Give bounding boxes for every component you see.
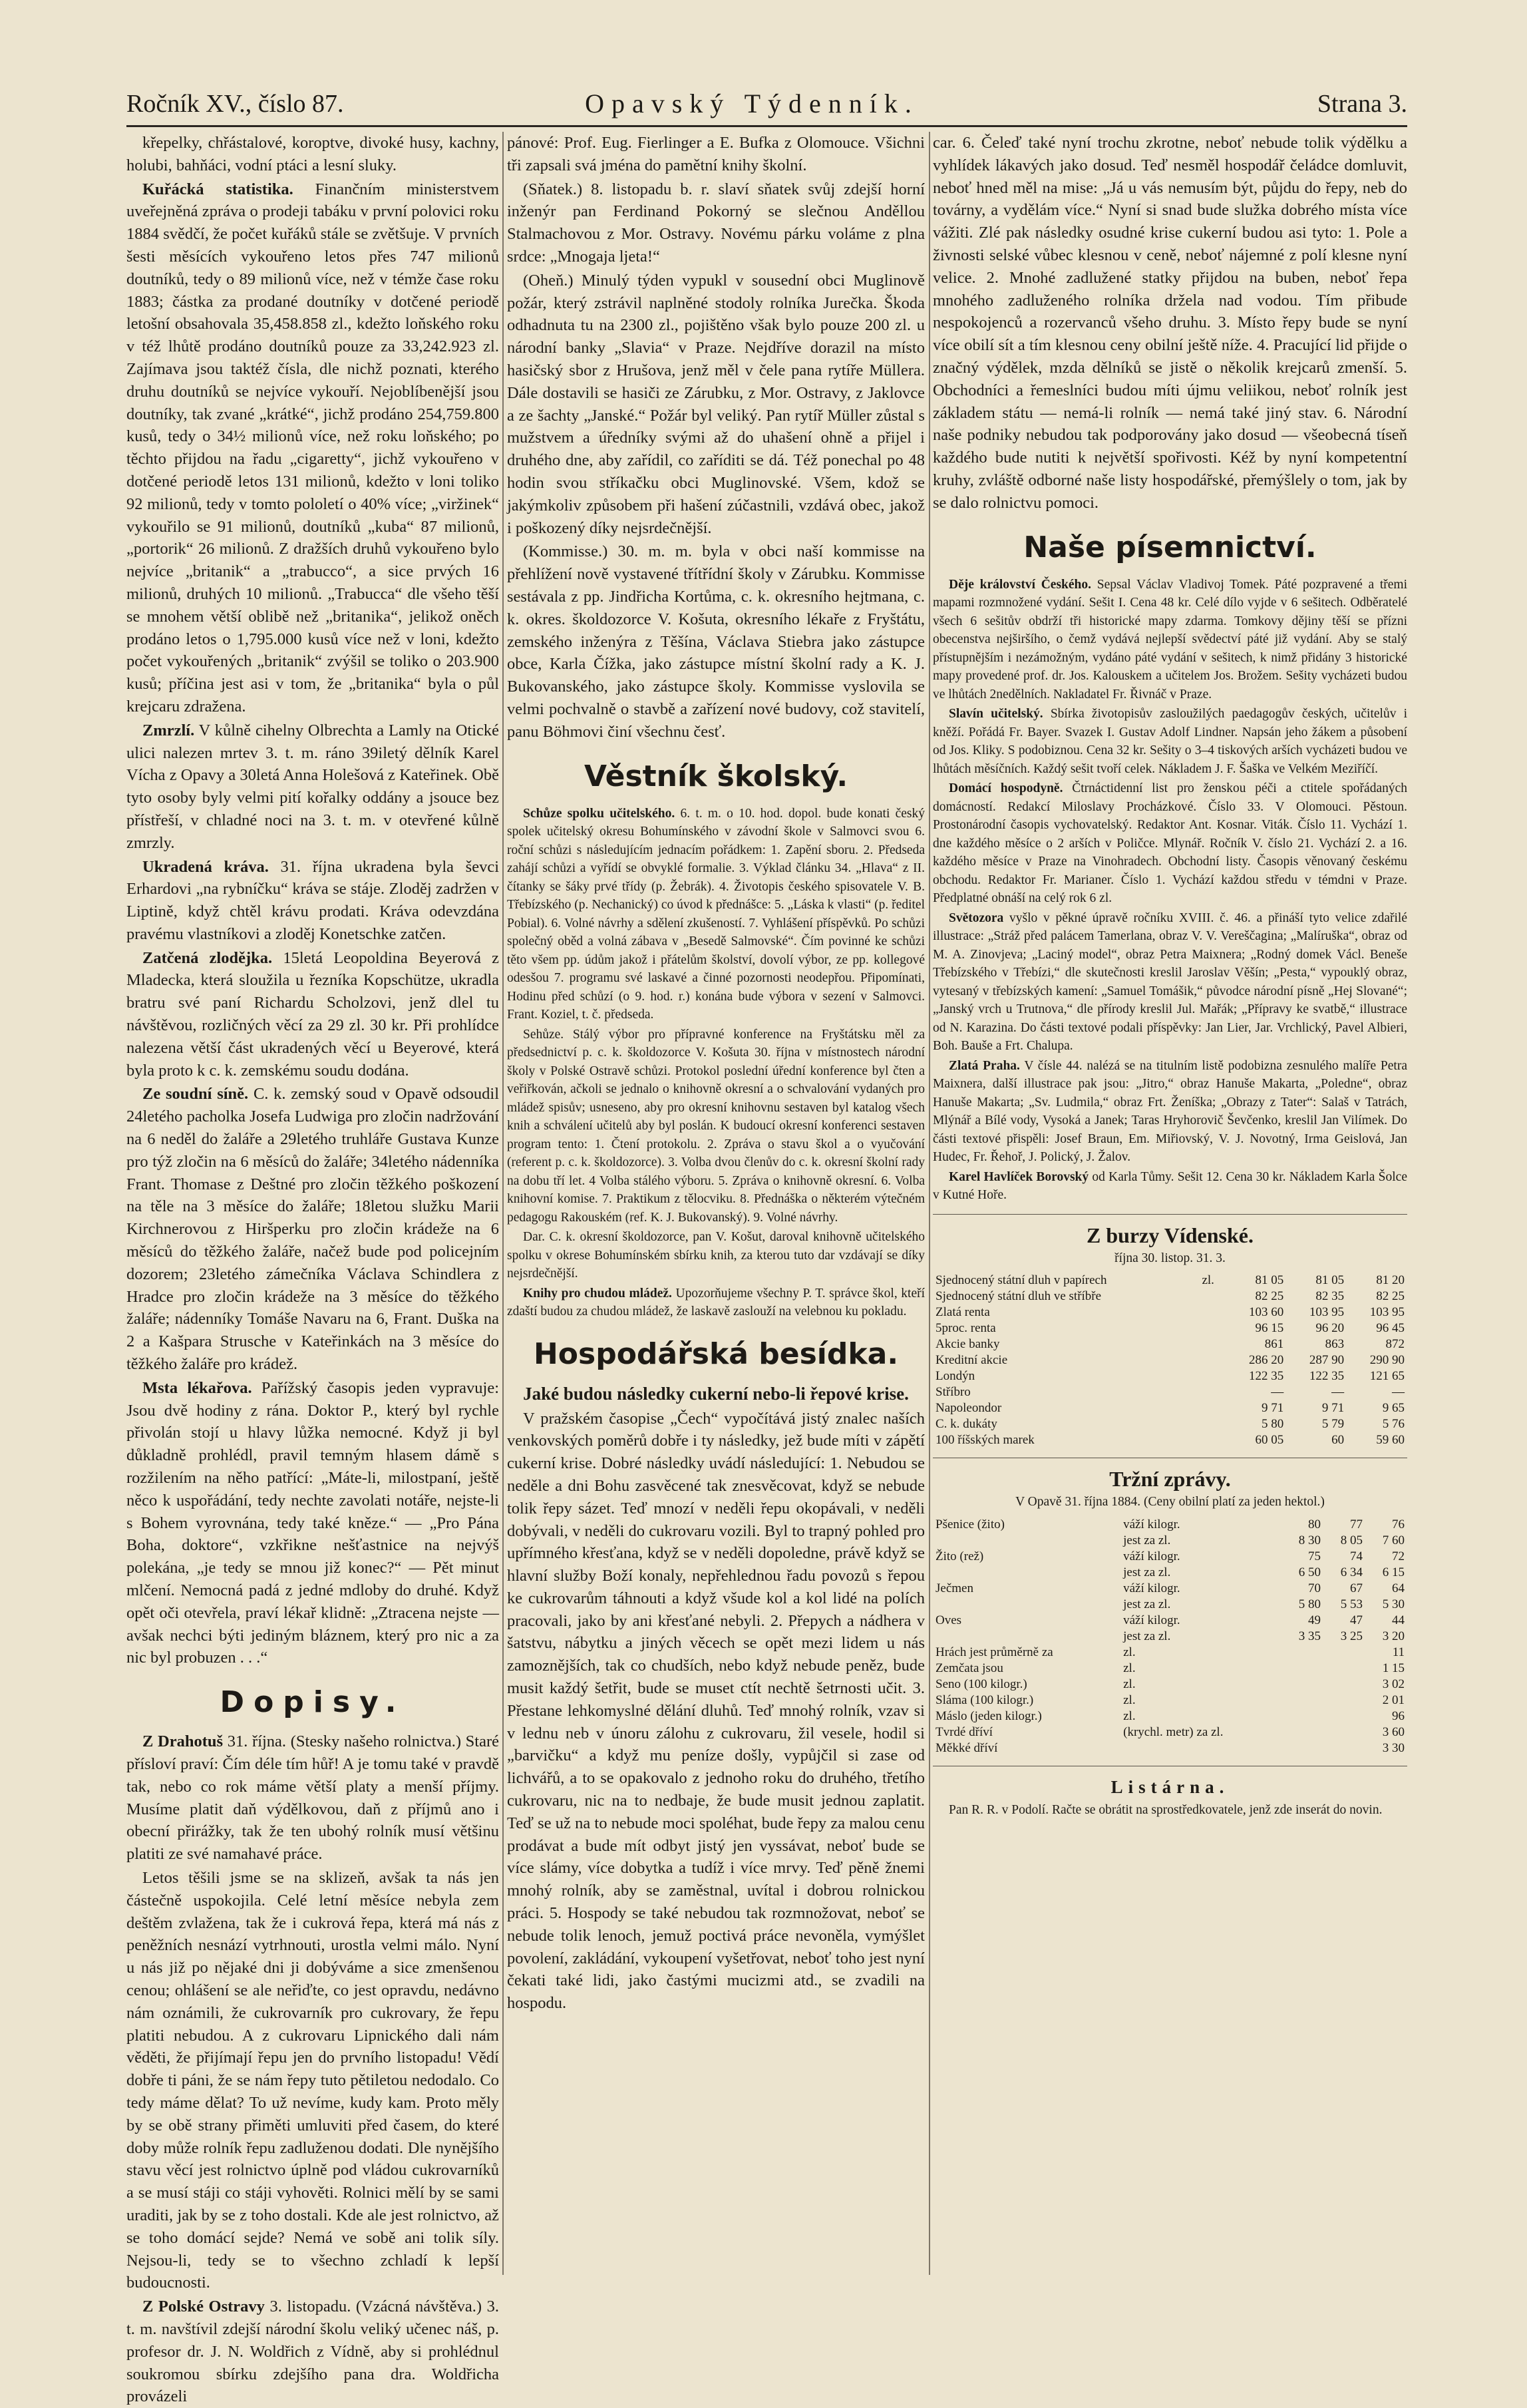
letter-drahotuse: Z Drahotuš 31. října. (Stesky našeho rolnictva.) Staré přísloví praví: Čím déle tím hůř! A je tomu také v pravdě tak, nebo co rok máme větší platy a menší příjmy. Musíme platit daň výdělkovou, daň z příjmů ano i obecní přirážky, tak že ten ubohý rolník musí většinu platiti ze své namahavé práce. bbox=[126, 1732, 500, 1864]
table-row bbox=[933, 1384, 1407, 1400]
table-cell bbox=[1281, 1724, 1323, 1740]
trzni-title: Tržní zprávy. bbox=[1109, 1467, 1231, 1492]
table-cell: 64 bbox=[1392, 1581, 1405, 1595]
table-row bbox=[933, 1581, 1407, 1597]
section-title-besidka: Hospodářská besídka. bbox=[533, 1336, 899, 1371]
table-row bbox=[933, 1533, 1407, 1549]
table-cell: 3 25 bbox=[1340, 1629, 1363, 1643]
table-cell: Máslo (jeden kilogr.) bbox=[935, 1708, 1042, 1723]
table-cell: 96 bbox=[1392, 1708, 1405, 1723]
table-cell: váží kilogr. bbox=[1123, 1581, 1180, 1595]
article-teachers-meeting: Schůze spolku učitelského. 6. t. m. o 10. hod. dopol. bude konati český spolek učitelský okresu Bohumínského v závodní škole v Salmovci svou 6. roční schůzi s následujícím jednacím pořádkem: 1. Zapění sboru. 2. Předseda zahájí schůzi a vyřídí se obvyklé formalie. 3. Výklad článku 34. „Hlava“ z II. čítanky se šáky prvé třídy (p. Žebrák). 4. Životopis českého spisovatele V. B. Třebízského (p. Nechanický) co úvod k přednášce: 5. „Láska k vlasti“ (p. ředitel Pobial). 6. Volné návrhy a sdělení zkušeností. 7. Vyhlášení příspěvků. Po schůzi společný oběd a volná zábava v „Besedě Salmovské“. Čím povinné ke schůzi těto všem pp. údům jakož i přátelům školství, dovolí výbor, ze pp. kollegové odesšou 7. programu své laskavé a činné pozornosti neodepřou. Připomínati, Hodinu před schůzí (o 9. hod. r.) konána bude výbora v sezení v Salmovci. Frant. Koziel, t. č. předseda. bbox=[507, 806, 925, 1022]
article-doctor: Msta lékařova. Pařížský časopis jeden vypravuje: Jsou dvě hodiny z rána. Doktor P., který byl rychle přivolán stojí u hlavy lůžka nemocné. Když ji byl důkladně prohlédl, pravil temným hlasem dámě s rozžilením na něho patřící: „Máte-li, milostpaní, ještě něco k uspořádání, tedy nechte zavolati notáře, nejste-li s Bohem vyrovnána, tedy také kněze.“ — „Pro Pána Boha, doktore“, vzkřikne nešťastnice na nejvýš polekána, „je tedy se mnou již konec?“ — Pět minut mlčení. Nemocná padá z jedné mdloby do druhé. Když opět oči otevřela, praví lékař klidně: „Ztracena nejste — avšak nechci býti jediným bláznem, který pro nic a za nic byl probuzen . . .“ bbox=[126, 1378, 500, 1667]
table-cell bbox=[1199, 1416, 1226, 1432]
table-cell: 2 01 bbox=[1382, 1693, 1405, 1707]
table-cell bbox=[933, 1565, 1120, 1581]
table-cell: 81 05 bbox=[1315, 1273, 1345, 1288]
table-cell bbox=[1199, 1400, 1226, 1416]
table-cell: 9 71 bbox=[1321, 1401, 1345, 1416]
table-row bbox=[933, 1416, 1407, 1432]
table-cell: 49 bbox=[1307, 1613, 1321, 1627]
table-row bbox=[933, 1432, 1407, 1448]
table-cell: 44 bbox=[1392, 1613, 1405, 1627]
column-rule bbox=[502, 132, 504, 2275]
table-cell: 7 60 bbox=[1382, 1533, 1405, 1547]
table-cell bbox=[933, 1629, 1120, 1645]
table-cell: Stříbro bbox=[935, 1385, 971, 1400]
section-title-pisemnictvi: Naše písemnictví. bbox=[1023, 530, 1317, 564]
table-cell: zl. bbox=[1123, 1693, 1136, 1707]
article-frozen: Zmrzlí. V kůlně cihelny Olbrechta a Lamly na Otické ulici nalezen mrtev 3. t. m. ráno 39iletý dělník Karel Vícha z Opavy a 30letá Anna Holešová z Kateřinek. Obě tyto osoby byly velmi pití kořalky oddány a jsouce bez přístřeší, v chladné noci na 3. t. m. v otevřené kůlně zmrzly. bbox=[126, 721, 500, 852]
table-cell: 103 95 bbox=[1369, 1305, 1405, 1320]
table-cell: Seno (100 kilogr.) bbox=[935, 1677, 1027, 1691]
table-cell bbox=[1281, 1693, 1323, 1708]
table-cell: 122 35 bbox=[1248, 1369, 1284, 1384]
table-cell: Kreditní akcie bbox=[935, 1353, 1008, 1368]
table-cell: 861 bbox=[1264, 1337, 1284, 1352]
table-row bbox=[933, 1677, 1407, 1693]
table-row bbox=[933, 1289, 1407, 1304]
table-cell: Londýn bbox=[935, 1369, 975, 1384]
table-cell bbox=[1281, 1677, 1323, 1693]
table-cell: 5proc. renta bbox=[935, 1321, 996, 1336]
table-cell: 96 45 bbox=[1376, 1321, 1405, 1336]
article-cont: pánové: Prof. Eug. Fierlinger a E. Bufka z Olomouce. Všichni tři zapsali svá jména do pamětní knihy školní. bbox=[507, 134, 925, 174]
table-cell: 11 bbox=[1392, 1645, 1405, 1659]
table-cell: 5 30 bbox=[1382, 1597, 1405, 1611]
burza-dates: října 30. listop. 31. 3. bbox=[1114, 1251, 1226, 1265]
table-row bbox=[933, 1400, 1407, 1416]
column-rule bbox=[929, 132, 930, 2275]
table-cell: C. k. dukáty bbox=[935, 1417, 997, 1432]
burza-table bbox=[933, 1273, 1407, 1448]
table-row bbox=[933, 1336, 1407, 1352]
table-row bbox=[933, 1352, 1407, 1368]
table-row bbox=[933, 1740, 1407, 1756]
table-cell: Tvrdé dříví bbox=[935, 1724, 993, 1739]
table-row bbox=[933, 1320, 1407, 1336]
table-cell bbox=[1323, 1724, 1365, 1740]
table-cell bbox=[1281, 1708, 1323, 1724]
table-cell: 82 25 bbox=[1376, 1289, 1405, 1304]
table-cell: 82 25 bbox=[1255, 1289, 1284, 1304]
table-cell bbox=[1281, 1661, 1323, 1677]
table-cell bbox=[1199, 1289, 1226, 1304]
issue-number: Ročník XV., číslo 87. bbox=[126, 90, 344, 118]
table-row bbox=[933, 1724, 1407, 1740]
table-cell: váží kilogr. bbox=[1123, 1549, 1180, 1563]
book-dejiny: Děje království Českého. Sepsal Václav Vladivoj Tomek. Páté pozpravené a třemi mapami rozmnožené vydání. Sešit I. Cena 48 kr. Celé dílo vyjde v 6 sešitech. Odběratelé všech 6 sešitův obdrží tři historické mapy zdarma. Tomkovy dějiny těší se přízni obecenstva nejširšího, o čemž vydává nejlepší svědectví páté již vydání. Aby se stalý přístupnějším i nezámožným, vydáno páté vydání v sešitech, k nimž přidány 3 historické mapy provedené prof. dr. Jos. Kalouskem a učitelem Jos. Brožem. Sešity vycházeti budou ve lhůtách 2nedělních. Nakladatel Fr. Řivnáč v Praze. bbox=[933, 577, 1407, 702]
article-court: Ze soudní síně. C. k. zemský soud v Opavě odsoudil 24letého pacholka Josefa Ludwiga pro zločin nadržování na 6 neděl do žaláře a 29letého truhláře Gustava Kunze pro týž zločin na 6 měsíců do žaláře; 34letého nádenníka Frant. Thomase z Deštné pro zločin těžkého poškození na těle na 3 měsíce do žaláře; 18letou služku Marii Kirchnerovou z Hiršperku pro zločin krádeže na 6 měsíců do těžkého žaláře, načež bude pod policejním dozorem; 23letého zámečníka Václava Schindlera z Hradce pro zločin krádeže na 3 měsíce do těžkého žaláře; nádenníky Tomáše Navaru na 6, Frant. Duška na 2 a Kašpara Strusche v Kateřinkách na 3 měsíce do těžkého žaláře pro krádež. bbox=[126, 1085, 500, 1374]
table-cell: — bbox=[1392, 1385, 1405, 1400]
table-cell bbox=[933, 1597, 1120, 1613]
table-cell: 3 30 bbox=[1382, 1740, 1405, 1755]
table-cell: 5 79 bbox=[1321, 1417, 1345, 1432]
table-cell: 286 20 bbox=[1248, 1353, 1284, 1368]
table-cell: 287 90 bbox=[1309, 1353, 1345, 1368]
table-cell: 76 bbox=[1392, 1517, 1405, 1531]
column-1 bbox=[126, 132, 500, 2406]
article-wedding: (Sňatek.) 8. listopadu b. r. slaví sňatek svůj zdejší horní inženýr pan Ferdinand Pokorný se slečnou Anděllou Stalmachovou z Mor. Ostravy. Novému párku voláme z plna srdce: „Mnogaja ljeta!“ bbox=[507, 180, 925, 266]
table-cell: 872 bbox=[1385, 1337, 1405, 1352]
table-cell: zl. bbox=[1123, 1661, 1136, 1675]
article-sugar-crisis-cont: car. 6. Čeleď také nyní trochu zkrotne, neboť nebude tolik výdělku a vyhlídek lákavých jako dosud. Teď nesměl hospodář čeládce domluvit, neboť hned měl na mise: „Já u vás nemusím být, půjdu do řepy, neb do továrny, a vydělám více.“ Nyní si snad bude služka dobrého místa více vážiti. Zlé pak následky osudné krise cukerní budou asi tyto: 1. Pole a živnosti selské vůbec klesnou v ceně, neboť nájemné z polí klesne nyní velice. 2. Mnohé zadlužené statky přijdou na buben, neboť řepa mnohého zadluženého rolníka držela nad vodou. Tím přibude nespokojenců a rozervanců všeho druhu. 3. Místo řepy bude se nyní více obilí sít a tím klesnou ceny obilní ještě níže. 4. Pracující lid přijde o značný výdělek, mzda dělníků se jistě o několik krejcarů zmenší. 5. Obchodníci a řemeslníci budou míti újmu veliikou, neboť rolník jest základem státu — nemá-li rolník — nemá také jiný stav. 6. Národní naše podniky nebudou tak podporovány jako dosud — všeobecná tíseň každého bude nutiti k největší spořivosti. Kéž by nyní kompetentní kruhy, zvláště odborné naše listy hospodářské, přemýšlely o tom, jak by se dalo rolnictvu pomoci. bbox=[933, 134, 1407, 512]
table-cell: Žito (rež) bbox=[935, 1549, 984, 1563]
table-row bbox=[933, 1549, 1407, 1565]
table-cell: (krychl. metr) za zl. bbox=[1123, 1724, 1224, 1739]
table-row bbox=[933, 1597, 1407, 1613]
table-cell: 82 35 bbox=[1315, 1289, 1345, 1304]
table-cell: Ječmen bbox=[935, 1581, 973, 1595]
table-cell bbox=[1199, 1304, 1226, 1320]
table-cell: 6 34 bbox=[1340, 1565, 1363, 1579]
newspaper-title: Opavský Týdenník. bbox=[585, 89, 919, 118]
table-cell bbox=[1199, 1336, 1226, 1352]
table-cell: 3 20 bbox=[1382, 1629, 1405, 1643]
letter-drahotuse-cont: Letos těšili jsme se na sklizeň, avšak ta nás jen částečně uspokojila. Celé letní měsíce nebyla zem deštěm zvlažena, tak že i cukrová řepa, která má nás z peněžních nesnází vytrhnouti, urostla velmi málo. Nyní u nás již po nějaké dni ji dobýváme a sice zmenšenou cenou; ohlášení se ale neřiďte, co jest opravdu, nedávno nám oznámili, že cukrovarník pro cukrovary, že řepu platiti nebudou. A z cukrovaru Lipnického dali nám věděti, že přijímají řepu jen do prvního listopadu! Vědí dobře ti páni, že se nám řepy tuto pětiletou nedodalo. Co tedy máme dělat? To už nevíme, kudy kam. Proto měly by se obě strany přiměti umluviti před časem, do které doby může rolník řepu zadluženou dodati. Dle nynějšího stavu věcí jest rolnictvo úplně pod vládou cukrovarníků a se musí stáji co stáji vyhověti. Rolnici mělí by se sami uraditi, jak by se z toho dostali. Kde ale jest rolnictvo, až se toho domácí sejde? Nemá ve sobě ani tolik síly. Nejsou-li, tedy se to všechno zchladí k lepší budoucnosti. bbox=[126, 1868, 499, 2292]
table-cell: 96 20 bbox=[1315, 1321, 1345, 1336]
page-number: Strana 3. bbox=[1317, 90, 1407, 118]
table-cell bbox=[1323, 1645, 1365, 1661]
section-title-vestnik: Věstník školský. bbox=[584, 759, 848, 793]
table-cell: zl. bbox=[1202, 1273, 1214, 1288]
table-cell bbox=[1323, 1708, 1365, 1724]
table-cell: 100 říšských marek bbox=[935, 1433, 1035, 1448]
table-cell: 9 65 bbox=[1382, 1401, 1405, 1416]
book-havlicek: Karel Havlíček Borovský od Karla Tůmy. Sešit 12. Cena 30 kr. Nákladem Karla Šolce v Kutné Hoře. bbox=[933, 1169, 1407, 1203]
table-cell bbox=[1199, 1320, 1226, 1336]
table-cell: Hrách jest průměrně za bbox=[935, 1645, 1053, 1659]
table-cell: 3 02 bbox=[1382, 1677, 1405, 1691]
table-cell: 70 bbox=[1307, 1581, 1321, 1595]
periodical-svetozor: Světozora vyšlo v pěkné úpravě ročníku XVIII. č. 46. a přináší tyto velice zdařilé illustrace: „Stráž před palácem Tamerlana, obraz V. V. Vereščagina; „Malíruška“, obraz od M. A. Zinovjeva; „Laciný model“, obraz Petra Maixnera; „Rodný domek Václ. Beneše Třebízského v Třebízi,“ dle skutečnosti kreslil Jaroslav Věšín; „Pesta,“ vypouklý obraz, vytesaný v třebízských kamení: „Samuel Tomášik,“ původce národní písně „Hej Slované“; „Janský vrch u Trutnova,“ dle přírody kreslil Jul. Mařák; „Přípravy ke svatbě,“ illustrace od N. Karazina. Do části textové podali příspěvky: Jan Lier, Jar. Vrchlický, Pavel Albieri, Boh. Bauše a Frt. Chalupa. bbox=[933, 910, 1407, 1054]
table-cell: 6 50 bbox=[1298, 1565, 1321, 1579]
divider bbox=[933, 1214, 1407, 1215]
table-cell: 8 30 bbox=[1298, 1533, 1321, 1547]
table-cell: 59 60 bbox=[1376, 1433, 1405, 1448]
table-cell: jest za zl. bbox=[1123, 1533, 1171, 1547]
article-books: Knihy pro chudou mládež. Upozorňujeme všechny P. T. správce škol, kteří zdaští budou za chudou mládež, že laskavě zaslouží na velebnou ku pokladu. bbox=[507, 1286, 926, 1319]
listarna-title: Listárna. bbox=[1110, 1776, 1230, 1797]
article-fire: (Oheň.) Minulý týden vypukl v sousední obci Muglinově požár, který zstrávil naplněné stodoly rolníka Jurečka. Škoda odhadnuta tu na 2300 zl., pojištěno však bylo pouze 200 zl. u národní banky „Slavia“ v Praze. Nejdříve dorazil na místo hasičský sbor z Hrušova, jenž měl v čele pana rytíře Müllera. Dále dostavili se hasiči ze Zárubku, z Mor. Ostravy, z Jaklovce a ze šachty „Janské.“ Požár byl veliký. Pan rytíř Müller zůstal s mužstvem a úředníky svými až do uhašení ohně a přijel i druhého dne, aby zařídil, co zaříditi se dá. Též ponechal po 48 hodin svou stříkačku obci Muglinovské. Všem, kdož se jakýmkoliv způsobem při hašení zúčastnili, vzdává obec, jakož i poškozený díky nejsrdečnější. bbox=[507, 271, 925, 537]
table-cell: Napoleondor bbox=[935, 1401, 1002, 1416]
table-cell: 5 76 bbox=[1382, 1417, 1405, 1432]
table-cell bbox=[1199, 1368, 1226, 1384]
table-cell: 77 bbox=[1349, 1517, 1363, 1531]
table-cell: 60 bbox=[1331, 1433, 1345, 1448]
table-cell bbox=[1323, 1661, 1365, 1677]
table-cell: zl. bbox=[1123, 1708, 1136, 1723]
page-header bbox=[126, 85, 1407, 127]
table-cell: — bbox=[1331, 1385, 1345, 1400]
table-cell: váží kilogr. bbox=[1123, 1613, 1180, 1627]
table-cell: 122 35 bbox=[1309, 1369, 1345, 1384]
table-cell bbox=[1281, 1645, 1323, 1661]
letter-ostrava: Z Polské Ostravy 3. listopadu. (Vzácná návštěva.) 3. t. m. navštívil zdejší národní školu veliký učenec náš, p. profesor dr. J. N. Woldřich z Vídně, aby si prohlédnul soukromou sbírku zdejšího pana dra. Woldřicha provázeli bbox=[126, 2298, 499, 2406]
table-cell bbox=[1323, 1693, 1365, 1708]
table-cell: jest za zl. bbox=[1123, 1597, 1171, 1611]
table-cell: Akcie banky bbox=[935, 1337, 1000, 1352]
table-row bbox=[933, 1565, 1407, 1581]
table-cell bbox=[1199, 1384, 1226, 1400]
periodical-zlata-praha: Zlatá Praha. V čísle 44. nalézá se na titulním listě podobizna zesnulého malíře Petra Maixnera, další illustrace pak jsou: „Jitro,“ obraz Hanuše Makarta, „Poledne“, obraz Hanuše Makarta; „Sv. Ludmila,“ obraz Frt. Ženíška; „Obrazy z Tater“: Salaš v Tatrách, Mlýnář a Bílé vody, Vysoká a Janek; Taras Hryhorovič Ševčenko, kreslil Jan Vilímek. Do části textové přispěli: Josef Braun, Em. Miřiovský, V. J. Novotný, Irma Geislová, Jan Hudec, Fr. Řehoř, J. Polický, J. Žalov. bbox=[933, 1058, 1407, 1165]
article-commission: (Kommisse.) 30. m. m. byla v obci naší kommisse na přehlížení nově vystavené třítřídní školy v Zárubku. Kommisse sestávala z pp. Jindřicha Kortůma, c. k. okresního hejtmana, c. k. okres. školdozorce V. Košuta, okresního lékaře z Fryštátu, zemského inženýra z Těšína, Václava Stiebra jako zástupce obce, Karla Čížka, jako zástupce místní školní rady a K. J. Bukovanského, jako zástupce školy. Kommisse vyslovila se velmi pochvalně o stavbě a zařízení nové budovy, což stavitelí, panu Böhmovi činí všechnu česť. bbox=[507, 542, 925, 741]
book-slavin: Slavín učitelský. Sbírka životopisův zasloužilých paedagogův českých, učitelův i kněží. Pořádá Fr. Bayer. Svazek I. Gustav Adolf Lindner. Napsán jeho žákem a působení od Jos. Kliky. S podobiznou. Cena 32 kr. Sešity o 3–4 tiskových arších vycházeti budou ve lhůtách měsíčních. Každý sešit tvoří celek. Nákladem J. F. Šaška ve Velkém Meziříčí. bbox=[933, 707, 1407, 776]
table-cell: 74 bbox=[1349, 1549, 1363, 1563]
table-cell bbox=[1281, 1740, 1323, 1756]
table-cell: 290 90 bbox=[1369, 1353, 1405, 1368]
table-cell: 5 80 bbox=[1298, 1597, 1321, 1611]
table-cell: 96 15 bbox=[1255, 1321, 1284, 1336]
article-stolen-cow: Ukradená kráva. 31. října ukradena byla ševci Erhardovi „na rybníčku“ kráva se stáje. Zloděj zadržen v Liptině, když chtěl krávu prodati. Kráva odevzdána pravému vlastníkovi a zloděj Konetschke zatčen. bbox=[126, 857, 500, 943]
trzni-table bbox=[933, 1517, 1407, 1756]
table-cell: 67 bbox=[1349, 1581, 1363, 1595]
table-cell: Měkké dříví bbox=[935, 1740, 998, 1755]
table-cell: 60 05 bbox=[1255, 1433, 1284, 1448]
table-cell: 9 71 bbox=[1261, 1401, 1284, 1416]
table-cell: 81 20 bbox=[1376, 1273, 1405, 1288]
table-row bbox=[933, 1368, 1407, 1384]
article-intro: křepelky, chřástalové, koroptve, divoké husy, kachny, holubi, bahňáci, vodní ptáci a lesní sluky. bbox=[126, 134, 499, 174]
besidka-subtitle: Jaké budou následky cukerní nebo-li řepové krise. bbox=[523, 1383, 909, 1404]
table-cell: 121 65 bbox=[1369, 1369, 1405, 1384]
article-committee: Sehůze. Stálý výbor pro přípravné konference na Fryštátsku měl za předsednictví p. c. k. školdozorce V. Košuta 30. října v místnostech národní školy v Polské Ostravě schůzi. Protokol poslední úřední konference byl čten a veřiřkován, ačkoli se jednalo o knihovně okresní a o schvalování vydaných pro mládež spisův; usneseno, aby pro okresní knihovnu sestaven byl katalog všech knih a schválení učitelů aby byl poslán. K budoucí okresní konferenci sestaven program tento: 1. Čtení protokolu. 2. Zpráva o stavu škol a o vyučování (referent p. c. k. školdozorce). 3. Volba dvou členův do c. k. okresní školní rady na dobu tří let. 4 Volba stálého výboru. 5. Zpráva o knihovně okresní. 6. Volba knihovní komise. 7. Praktikum z tělocviku. 8. Přednáška o některém výtečném pedagogu Rakouském (ref. K. J. Bukovanský). 9. Volné návrhy. bbox=[507, 1027, 925, 1225]
table-cell: 5 53 bbox=[1340, 1597, 1363, 1611]
table-row bbox=[933, 1304, 1407, 1320]
table-cell bbox=[1323, 1677, 1365, 1693]
table-cell bbox=[933, 1533, 1120, 1549]
table-row bbox=[933, 1613, 1407, 1629]
table-cell: Zemčata jsou bbox=[935, 1661, 1003, 1675]
table-cell: Oves bbox=[935, 1613, 962, 1627]
table-cell: 3 35 bbox=[1298, 1629, 1321, 1643]
table-row bbox=[933, 1645, 1407, 1661]
table-cell: Sjednocený státní dluh v papírech bbox=[935, 1273, 1107, 1288]
table-cell bbox=[1199, 1352, 1226, 1368]
table-cell: 81 05 bbox=[1255, 1273, 1284, 1288]
table-row bbox=[933, 1629, 1407, 1645]
table-cell bbox=[1120, 1740, 1281, 1756]
table-cell bbox=[1199, 1432, 1226, 1448]
article-gift: Dar. C. k. okresní školdozorce, pan V. Košut, daroval knihovně učitelského spolku v okrese Bohumínském sbírku knih, za kterou tuto dar vzdávají se díky nejsrdečnější. bbox=[507, 1230, 925, 1281]
table-cell: 6 15 bbox=[1382, 1565, 1405, 1579]
table-cell: Pšenice (žito) bbox=[935, 1517, 1005, 1531]
table-cell: 75 bbox=[1307, 1549, 1321, 1563]
table-cell: Sjednocený státní dluh ve stříbře bbox=[935, 1289, 1102, 1304]
table-row bbox=[933, 1517, 1407, 1533]
table-row bbox=[933, 1273, 1407, 1289]
table-cell: jest za zl. bbox=[1123, 1565, 1171, 1579]
table-cell: 1 15 bbox=[1382, 1661, 1405, 1675]
listarna-text: Pan R. R. v Podolí. Račte se obrátit na sprostředkovatele, jenž zde inserát do novin. bbox=[949, 1802, 1383, 1817]
column-2 bbox=[507, 132, 925, 2275]
table-cell: — bbox=[1271, 1385, 1284, 1400]
article-thief: Zatčená zlodějka. 15letá Leopoldina Beyerová z Mladecka, která sloužila u řezníka Kopschütze, ukradla bratru své paní Richardu Scholzovi, jenž dlel tu návštěvou, rozličných věcí za 29 zl. 30 kr. Při prohlídce nalezena větší část ukradených věcí u Beyerové, která byla proto k c. k. zemskému soudu dodána. bbox=[126, 948, 500, 1080]
table-cell: 103 60 bbox=[1248, 1305, 1284, 1320]
section-title-dopisy: Dopisy. bbox=[220, 1685, 406, 1720]
table-cell: 103 95 bbox=[1309, 1305, 1345, 1320]
table-cell: 80 bbox=[1307, 1517, 1321, 1531]
table-row bbox=[933, 1661, 1407, 1677]
periodicals-list: Domácí hospodyně. Čtrnáctidenní list pro ženskou péči a ctitele spořádaných domácností. Redakcí Miloslavy Procházkové. Číslo 33. V Olomouci. Pěstoun. Prostonárodní časopis vychovatelský. Redaktor Ant. Kosnar. Viták. Číslo 11. Vychází 1. dne každého měsíce o 2 arších v Poličce. Mlynář. Ročník V. číslo 21. Vychází 2. a 16. každého měsíce v Praze na Vinohradech. Obchodní listy. Časopis věnovaný českému obchodu. Redaktor Fr. Marianer. Číslo 1. Vychází každou středu v témdni v Praze. Předplatné obnáší na celý rok 6 zl. bbox=[933, 781, 1408, 906]
table-cell: jest za zl. bbox=[1123, 1629, 1171, 1643]
table-cell: 8 05 bbox=[1340, 1533, 1363, 1547]
column-3 bbox=[933, 132, 1407, 2275]
table-cell: 863 bbox=[1325, 1337, 1345, 1352]
table-cell: 72 bbox=[1392, 1549, 1405, 1563]
table-cell: 5 80 bbox=[1261, 1417, 1284, 1432]
table-cell bbox=[1323, 1740, 1365, 1756]
article-smoking-stats: Kuřácká statistika. Finančním ministerstvem uveřejněná zpráva o prodeji tabáku v první polovici roku 1884 svědčí, že počet kuřáků stále se zvětšuje. V prvních šesti měsících vykouřeno letos přes 747 milionů doutníků, tedy o 89 milionů více, než v témže čase roku 1883; částka za prodané doutníky v dotčené periodě letošní obsahovala 35,458.858 zl., kdežto loňského roku v též lhůtě prodáno doutníků pouze za 33,242.923 zl. Zajímava jsou taktéž čísla, dle nichž poznati, kterého druhu doutníků se nejvíce vykouří. Nejoblíbenější jsou doutníky, tak zvané „krátké“, jichž prodáno 254,759.800 kusů, tedy o 34½ milionů více, než roku loňského; po těchto přijdou na řadu „cigaretty“, jichž vykouřeno v dotčené periodě letos 131 milionů, kdežto v loni toliko 92 milionů, tedy v tomto pololetí o 40% více; „viržinek“ vykouřilo se 91 milionů, doutníků „kuba“ 87 milionů, „portorik“ 26 milionů. Z dražších druhů vykouřeno bylo nejvíce „britanik“ a „trabucco“, a sice prvých 16 milionů, druhých 10 milionů. „Trabucca“ dle všeho těší se mnohem větší oblibě než „britanika“, jelikož oněch prodáno letos o 1,795.000 kusů více než v loni, kdežto počet vykouřených „britanik“ zvýšil se toliko o 203.900 kusů; příčina jest asi v tom, že „britanika“ byla o půl krejcaru zdražena. bbox=[126, 180, 500, 715]
table-cell: zl. bbox=[1123, 1677, 1136, 1691]
table-row bbox=[933, 1693, 1407, 1708]
table-cell: váží kilogr. bbox=[1123, 1517, 1180, 1531]
table-cell: Sláma (100 kilogr.) bbox=[935, 1693, 1034, 1707]
table-cell: 3 60 bbox=[1382, 1724, 1405, 1739]
table-cell: Zlatá renta bbox=[935, 1305, 990, 1320]
article-sugar-crisis: V pražském časopise „Čech“ vypočítává jistý znalec naších venkovských poměrů dobře i ty následky, jež bude míti v zápětí cukerní krise. Dobré následky uvádí následující: 1. Nebudou se neděle a dni Bohu zasvěcené tak znesvěcovat, když se nebude tolik řepy sázet. Teď mnozí v neděli řepu okopávali, v neděli dobývali, v neděli do cukrovaru vozili. Byl to trapný pohled pro upřímného křesťana, když se v neděli dopoledne, právě když se hlavní služby Boží konaly, nepřehlednou řadu povozů s řepou ke cukrovarům táhnouti a když všude kol a kol lidé na polích pracovali, jako by ani křesťané nebyli. 2. Přepych a nádhera v šatstvu, nábytku a jiných věcech se opět mezi lidem u nás zamoznějších, tak co chudších, nebo když nebude peněz, bude musit každý šetřit, bude se muset ctít nechtě šetrnosti učit. 3. Přestane lehkomyslné dělání dluhů. Teď mnohý rolník, vzav si v lednu neb v únoru zálohu z cukrovaru, žil vesele, hodil si „barvičku“ a když mu peníze došly, vypůjčil si zase od lichvářů, a to se opakovalo z jednoho roku do druhého, třetího cukrovaru, nic na to nedbaje, že bude musit jednou zaplatit. Teď se už na to nebude moci spoléhat, bude řepy za malou cenu prodávat a bude mít odbyt jistý jen vyssávat, neboť bude se více slámy, více dobytka a tudíž i více mrvy. Teď pěně žnemi mnohý rolník, aby se zaměstnal, uvítal i dobrou rolnickou práci. 5. Hospody se také nebudou tak rozmnožovat, neboť se nebude tolik lenoch, jemuž poctivá práce nevoněla, vymýšlet povolení, zakládání, vykoupení vyšetřovat, neboť toho jest nyní čekati také lidi, jako častými mucizmi atd., se zvadili na hospodu. bbox=[507, 1409, 925, 2013]
table-cell: 47 bbox=[1349, 1613, 1363, 1627]
trzni-subtitle: V Opavě 31. října 1884. (Ceny obilní platí za jeden hektol.) bbox=[1015, 1495, 1325, 1509]
table-row bbox=[933, 1708, 1407, 1724]
burza-title: Z burzy Vídenské. bbox=[1086, 1223, 1254, 1247]
table-cell: zl. bbox=[1123, 1645, 1136, 1659]
